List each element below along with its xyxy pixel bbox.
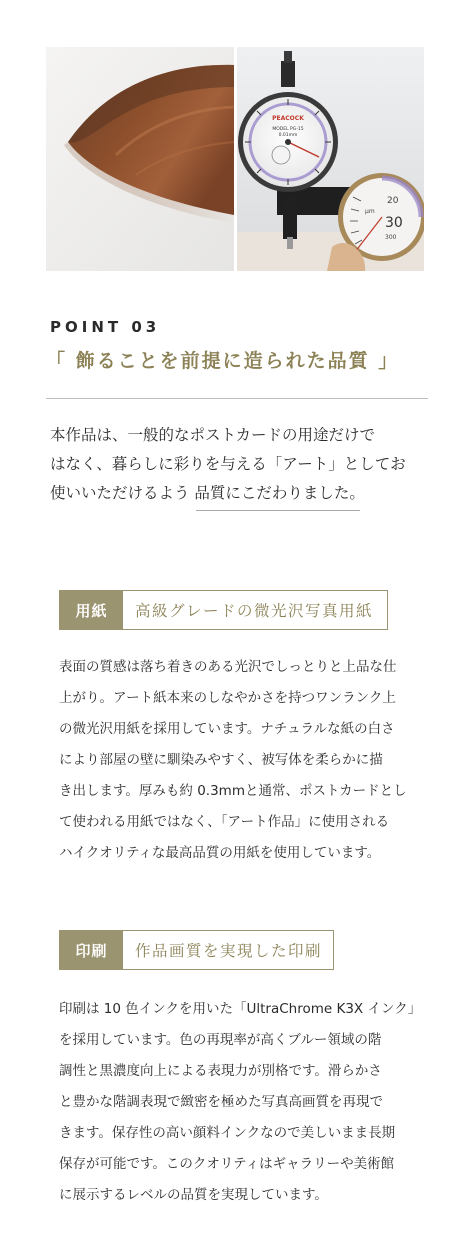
paper-line: き出します。厚みも約 0.3mmと通常、ポストカードとし: [59, 783, 407, 799]
paper-line: により部屋の壁に馴染みやすく、被写体を柔らかに描: [59, 752, 383, 768]
print-line: 印刷は 10 色インクを用いた「UltraChrome K3X インク」: [59, 1001, 422, 1017]
paper-line: て使われる用紙ではなく、「アート作品」に使用される: [59, 814, 390, 830]
paper-tag: 用紙: [60, 591, 123, 629]
print-label-box: [59, 930, 334, 970]
print-tag: 印刷: [60, 931, 123, 969]
intro-underline: [196, 510, 360, 511]
paper-line: ハイクオリティな最高品質の用紙を使用しています。: [59, 845, 381, 861]
gauge-unit: 0.01mm: [278, 133, 298, 138]
intro-text: [50, 421, 425, 508]
paper-description: [59, 652, 419, 869]
gauge-model: MODEL PG-15: [272, 127, 304, 132]
point-title: 「 飾ることを前提に造られた品質 」: [46, 350, 400, 372]
paper-closeup-photo: [46, 47, 234, 271]
print-line: きます。保存性の高い顔料インクなので美しいまま長期: [59, 1125, 396, 1141]
intro-line: はなく、暮らしに彩りを与える「アート」としてお: [50, 455, 406, 473]
section-divider: [46, 398, 428, 399]
paper-line: の微光沢用紙を採用しています。ナチュラルな紙の白さ: [59, 721, 395, 737]
paper-label-box: [59, 590, 388, 630]
intro-line: 使いいただけるよう 品質にこだわりました。: [50, 484, 365, 502]
paper-line: 表面の質感は落ち着きのある光沢でしっとりと上品な仕: [59, 659, 397, 675]
thickness-gauge-photo: [237, 47, 424, 271]
print-description: [59, 994, 422, 1211]
print-line: と豊かな階調表現で緻密を極めた写真高画質を再現で: [59, 1094, 383, 1110]
zoom-number-300: 300: [385, 234, 397, 241]
print-line: を採用しています。色の再現率が高くブルー領域の階: [59, 1032, 382, 1048]
point-label: POINT 03: [50, 318, 161, 336]
gauge-brand: PEACOCK: [272, 115, 304, 122]
paper-line: 上がり。アート紙本来のしなやかさを持つワンランク上: [59, 690, 396, 706]
print-heading: 作品画質を実現した印刷: [135, 942, 323, 960]
zoom-unit: μm: [365, 208, 375, 215]
print-line: に展示するレベルの品質を実現しています。: [59, 1187, 328, 1203]
print-line: 調性と黒濃度向上による表現力が別格です。滑らかさ: [59, 1063, 382, 1079]
intro-line: 本作品は、一般的なポストカードの用途だけで: [50, 426, 376, 444]
paper-heading: 高級グレードの微光沢写真用紙: [135, 602, 374, 620]
zoom-number-20: 20: [387, 196, 399, 206]
print-line: 保存が可能です。このクオリティはギャラリーや美術館: [59, 1156, 395, 1172]
photo-strip: [46, 47, 424, 271]
zoom-number-30: 30: [385, 215, 403, 231]
